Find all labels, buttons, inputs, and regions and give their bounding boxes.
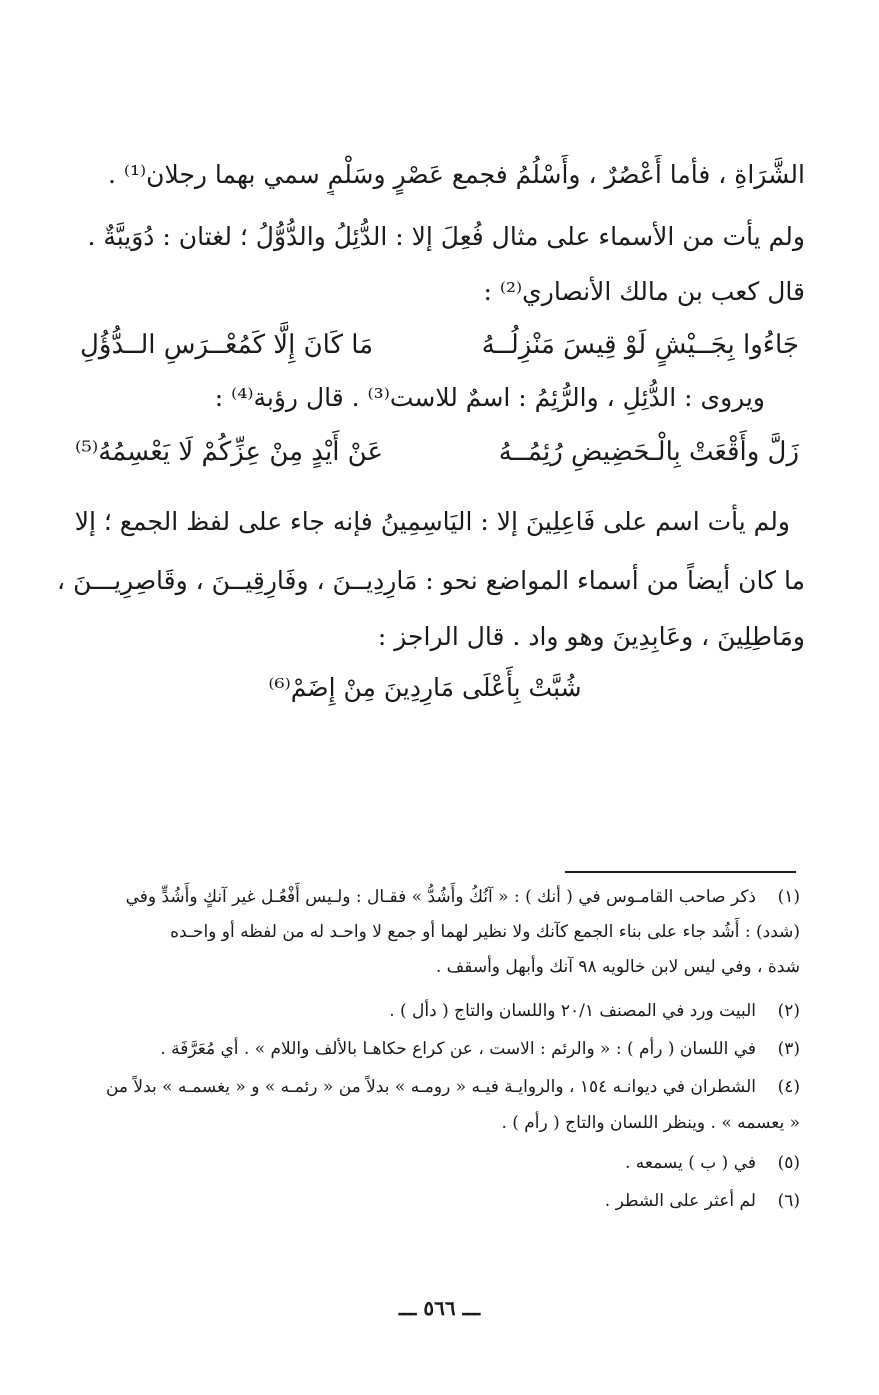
paragraph-line-6: ما كان أيضاً من أسماء المواضع نحو : مَارِدِيــنَ ، وفَارِقِيــنَ ، وقَاصِرِيـــنَ ، — [57, 566, 805, 595]
footnote-number: (٥) — [777, 1153, 800, 1173]
footnote-text: ذكر صاحب القامـوس في ( أنك ) : « آنُكُ وأَشُدُّ » فقـال : ولـيس أَفْعُـل غير آنكٍ وأَشُدٍّ وفي — [125, 887, 756, 907]
paragraph-line-1: الشَّرَاةِ ، فأما أَعْصُرٌ ، وأَسْلُمُ فجمع عَصْرٍ وسَلْمٍ سمي بهما رجلان⁽¹⁾ . — [107, 160, 805, 189]
footnote-5 — [40, 1148, 800, 1178]
footnote-3 — [40, 1034, 800, 1064]
footnote-1-line-2: (شدد) : أَشُد جاء على بناء الجمع كآنك ولا نظير لهما أو جمع لا واحـد له من لفظه أو واحـده — [170, 922, 800, 942]
footnote-number: (٢) — [777, 1001, 800, 1021]
footnote-text: في اللسان ( رأم ) : « والرئم : الاست ، عن كراع حكاهـا بالألف واللام » . أي مُعَرَّفَة . — [160, 1039, 756, 1059]
footnote-separator — [565, 871, 796, 873]
footnote-4-line-2: « يعسمه » . وينظر اللسان والتاج ( رأم ) . — [501, 1113, 800, 1133]
paragraph-line-5: ولم يأت اسم على فَاعِلِينَ إلا : اليَاسِمِينُ فإنه جاء على لفظ الجمع ؛ إلا — [74, 507, 790, 536]
footnote-4-line-1 — [40, 1072, 800, 1102]
verse-1-second-hemistich: مَا كَانَ إِلَّا كَمُعْــرَسِ الــدُّؤُلِ — [80, 330, 374, 360]
footnote-6 — [40, 1186, 800, 1216]
footnote-number: (٦) — [777, 1191, 800, 1211]
footnote-number: (٣) — [777, 1039, 800, 1059]
footnote-text: لم أعثر على الشطر . — [604, 1191, 756, 1211]
paragraph-line-3: قال كعب بن مالك الأنصاري⁽²⁾ : — [483, 277, 805, 306]
verse-2-first-hemistich: زَلَّ وأَقْعَتْ بِالْـحَضِيضِ رُئِمُــهُ — [498, 437, 799, 467]
verse-1-first-hemistich: جَاءُوا بِجَــيْشٍ لَوْ قِيسَ مَنْزِلُــهُ — [481, 330, 799, 360]
footnote-text: البيت ورد في المصنف ٢٠/١ واللسان والتاج ( دأل ) . — [389, 1001, 756, 1021]
verse-2-second-hemistich: عَنْ أَيْدٍ مِنْ عِزِّكُمْ لَا يَعْسِمُهُ⁽⁵⁾ — [75, 437, 383, 467]
paragraph-line-4: ويروى : الدُّئِلِ ، والرُّئِمُ : اسمٌ للاست⁽³⁾ . قال رؤبة⁽⁴⁾ : — [214, 383, 765, 412]
footnote-text: الشطران في ديوانـه ١٥٤ ، والروايـة فيـه « رومـه » بدلاً من « رئمـه » و « يغسمـه » بدلاً من — [105, 1077, 756, 1097]
footnote-1-line-3: شدة ، وفي ليس لابن خالويه ٩٨ آنك وأبهل وأسقف . — [435, 957, 800, 977]
footnote-text: في ( ب ) يسمعه . — [624, 1153, 756, 1173]
paragraph-line-7: ومَاطِلِينَ ، وعَابِدِينَ وهو واد . قال الراجز : — [377, 622, 805, 651]
footnote-number: (١) — [777, 887, 800, 907]
verse-3: شُبَّتْ بِأَعْلَى مَارِدِينَ مِنْ إِضَمْ⁽⁶⁾ — [268, 673, 582, 702]
footnote-2 — [40, 996, 800, 1026]
paragraph-line-2: ولم يأت من الأسماء على مثال فُعِلَ إلا : الدُّئِلُ والدُّوُّلُ ؛ لغتان : دُوَيبَّةٌ . — [87, 222, 805, 251]
page-number: ـــ ٥٦٦ ـــ — [398, 1296, 481, 1320]
footnote-number: (٤) — [777, 1077, 800, 1097]
footnote-1-line-1 — [40, 882, 800, 912]
